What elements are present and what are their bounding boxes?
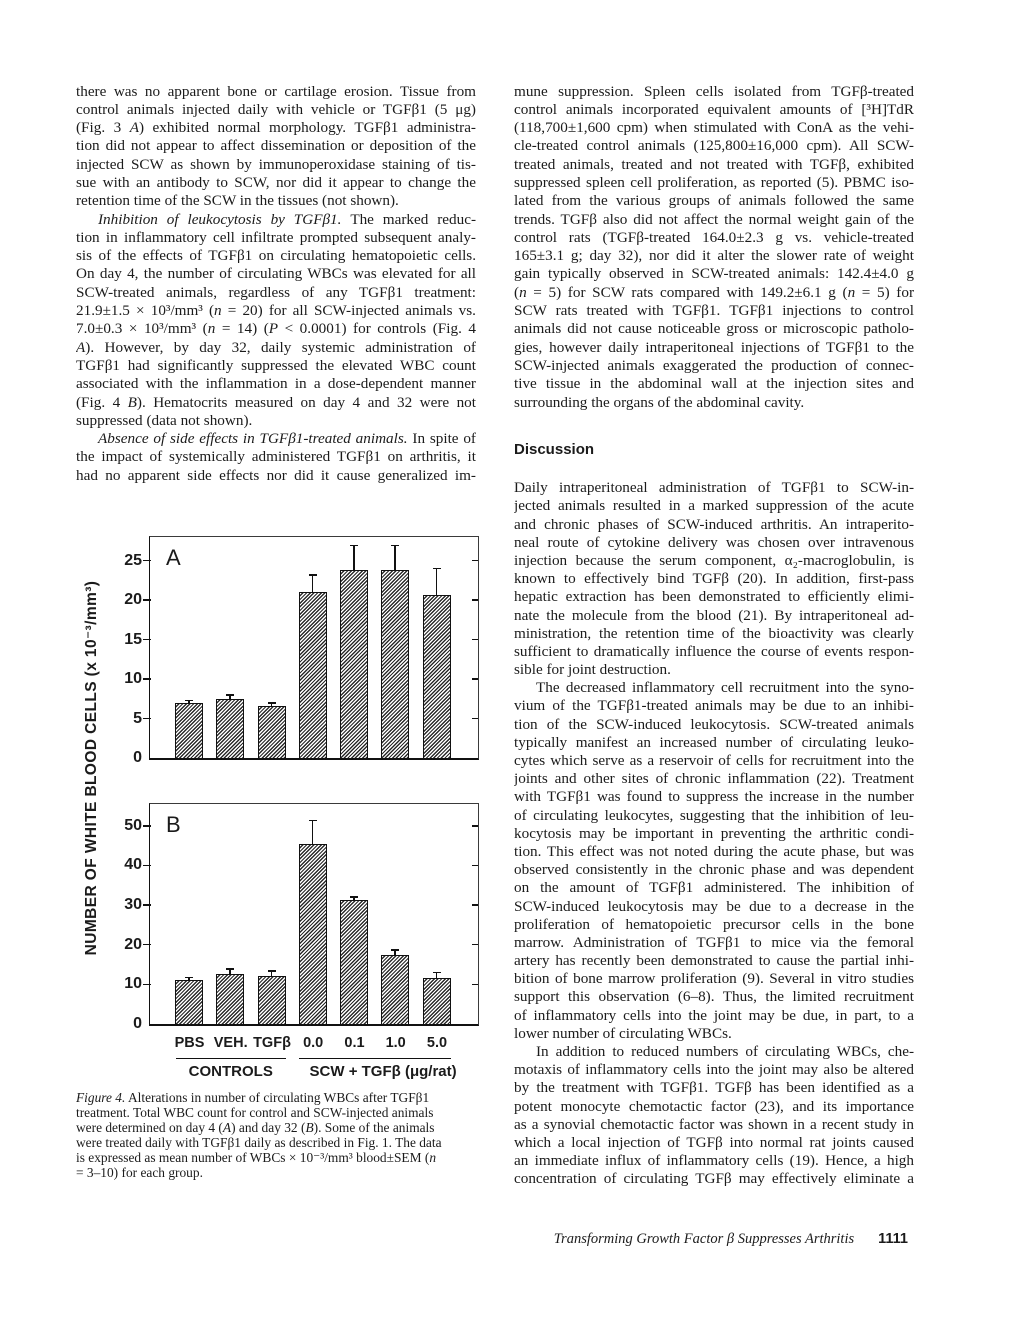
text-line [514, 843, 914, 861]
text-line [76, 1090, 506, 1105]
text-run: SCW-induced leukocytosis may be due to a decrease in the [514, 897, 914, 915]
text-line [514, 1134, 914, 1152]
text-run: suppressed spleen cell proliferation, as reported (5). PBMC iso- [514, 173, 914, 191]
error-bar-cap [226, 968, 234, 970]
text-line [76, 229, 476, 247]
text-run: an immediate influx of inflammatory cells (19). Hence, a high [514, 1152, 914, 1170]
y-tick-label: 0 [133, 749, 142, 766]
text-line [514, 552, 914, 570]
y-tick-label: 40 [124, 856, 142, 874]
text-run: treated animals, treated and not treated with TGFβ, exhibited [514, 155, 914, 173]
error-bar-cap [226, 694, 234, 696]
text-run: tion in inflammatory cell infiltrate prompted subsequent analy- [76, 228, 476, 246]
y-tick-mark [143, 560, 151, 562]
y-tick-mark [472, 678, 478, 680]
text-run: sue with an antibody to SCW, nor did it appear to change the [76, 173, 476, 191]
error-bar [271, 971, 273, 976]
text-line [76, 1135, 506, 1150]
text-run: control rats (TGFβ-treated 164.0±2.3 g vs. vehicle-treated [514, 228, 914, 246]
text-line [76, 192, 476, 210]
error-bar [394, 546, 396, 570]
text-line [514, 211, 914, 229]
text-run: joints and other sites of chronic inflammation (22). Treatment [514, 770, 914, 788]
y-tick-label: 5 [133, 709, 142, 727]
italic-text-run: B [305, 1120, 314, 1135]
bar [381, 570, 409, 758]
text-line [76, 339, 476, 357]
error-bar-cap [185, 977, 193, 979]
text-run: animals did not cause noticeable gross or microscopic patholo- [514, 320, 914, 338]
y-tick-mark [143, 718, 151, 720]
error-bar-cap [433, 568, 441, 570]
bar [423, 978, 451, 1024]
text-line [76, 1165, 506, 1180]
text-line [514, 229, 914, 247]
text-line [514, 970, 914, 988]
x-category-label: TGFβ [253, 1035, 291, 1051]
panel-letter: A [166, 545, 181, 570]
text-run: Alterations in number of circulating WBCs after TGFβ1 [125, 1090, 430, 1105]
text-run: lower number of circulating WBCs. [514, 1024, 732, 1042]
text-line [514, 265, 914, 283]
text-run: of circulating leukocytes, suggesting that the inhibition of leu- [514, 806, 914, 824]
text-run: known to effectively bind TGFβ (20). In addition, first-pass [514, 570, 914, 588]
text-run: concentration of circulating TGFβ may effectively eliminate a [514, 1170, 914, 1188]
error-bar [271, 703, 273, 706]
text-line [514, 861, 914, 879]
y-tick-mark [143, 865, 151, 867]
text-run: neal route of cytokine delivery was chosen over intravenous [514, 533, 914, 551]
y-tick-label: 15 [124, 630, 142, 648]
y-tick-mark [143, 678, 151, 680]
y-tick-mark [143, 984, 151, 986]
text-line [514, 879, 914, 897]
y-tick-mark [472, 944, 478, 946]
text-line [76, 1120, 506, 1135]
text-line [514, 479, 914, 497]
text-line [514, 497, 914, 515]
x-category-label: VEH. [213, 1035, 248, 1051]
text-run: ( [514, 283, 520, 301]
error-bar [353, 546, 355, 570]
error-bar-cap [391, 949, 399, 951]
error-bar-cap [185, 700, 193, 702]
text-line [514, 807, 914, 825]
text-run: injection because the serum component, α₂-macroglobulin, is [514, 551, 914, 569]
y-tick-label: 0 [133, 1015, 142, 1032]
text-line [514, 1116, 914, 1134]
y-tick-mark [472, 599, 478, 601]
text-line [514, 357, 914, 375]
italic-text-run: n [519, 283, 527, 301]
y-tick-label: 10 [124, 975, 142, 993]
text-run: = 3–10) for each group. [76, 1165, 203, 1180]
text-line [76, 156, 476, 174]
italic-text-run: n [847, 283, 856, 301]
text-run: 21.9±1.5 × 10³/mm³ ( [76, 302, 215, 320]
text-run: potent monocyte chemotactic factor (23), and its importance [514, 1097, 914, 1115]
text-line [514, 394, 914, 412]
section-heading-discussion: Discussion [514, 441, 595, 458]
text-line [514, 679, 914, 697]
bar [258, 706, 286, 758]
text-line [514, 752, 914, 770]
text-line [514, 1061, 914, 1079]
y-tick-label: 10 [124, 670, 142, 688]
y-tick-mark [143, 599, 151, 601]
italic-text-run: n [207, 320, 216, 338]
text-line [514, 734, 914, 752]
text-run: ) and day 32 ( [231, 1120, 306, 1135]
text-line [514, 643, 914, 661]
text-run: marrow. Administration of TGFβ1 to mice via the femoral [514, 933, 914, 951]
figure-caption [76, 1090, 506, 1180]
text-line [76, 1150, 506, 1165]
right-text-column [514, 83, 914, 412]
text-line [514, 247, 914, 265]
text-run: = 5) for [855, 283, 914, 301]
text-run: = 20) for all SCW-injected animals vs. [221, 302, 476, 320]
text-run: artery has recently been demonstrated to cause the partial inhi- [514, 952, 914, 970]
bar [340, 570, 368, 758]
text-line [76, 137, 476, 155]
text-run: by the treatment with TGFβ1. TGFβ has been identified as a [514, 1079, 914, 1097]
text-run: tion. This effect was not noted during the acute phase, but was [514, 842, 914, 860]
error-bar-cap [268, 702, 276, 704]
chart-panel-b [124, 803, 479, 1032]
error-bar-cap [350, 896, 358, 898]
y-tick-mark [472, 825, 478, 827]
bar [216, 699, 244, 758]
text-run: < 0.0001) for controls (Fig. 4 [278, 320, 476, 338]
error-bar [436, 972, 438, 977]
running-title: Transforming Growth Factor β Suppresses Arthritis [553, 1231, 855, 1247]
y-tick-mark [472, 718, 478, 720]
text-run: lated from the various groups of animals followed the same [514, 192, 914, 210]
text-run: hepatic extraction has been demonstrated to efficiently elimi- [514, 588, 914, 606]
text-run: tion did not appear to affect dissemination or deposition of the [76, 137, 476, 155]
y-tick-mark [472, 639, 478, 641]
text-run: ). Some of the animals [313, 1120, 435, 1135]
group-label: CONTROLS [188, 1063, 273, 1080]
text-run: cle-treated control animals (125,800±16,000 cpm). All SCW- [514, 137, 914, 155]
text-run: trends. TGFβ also did not affect the normal weight gain of the [514, 210, 914, 228]
text-line [514, 1079, 914, 1097]
text-run: the impact of systemically administered TGFβ1 on arthritis, it [76, 448, 476, 466]
text-run: typically manifest an increased number of circulating leuko- [514, 733, 914, 751]
error-bar-cap [309, 574, 317, 576]
text-run: surrounding the organs of the abdominal cavity. [514, 393, 805, 411]
text-run: In spite of [407, 430, 476, 448]
error-bar [188, 700, 190, 702]
text-line [514, 770, 914, 788]
text-run: vium of the TGFβ1-treated animals may be due to an inhibi- [514, 697, 914, 715]
text-line [514, 1025, 914, 1043]
y-tick-label: 30 [124, 896, 142, 914]
text-run: motaxis of inflammatory cells into the joint may also be altered [514, 1061, 914, 1079]
error-bar-cap [391, 545, 399, 547]
page-footer [554, 1231, 908, 1248]
text-line [514, 1098, 914, 1116]
error-bar [229, 695, 231, 699]
text-line [514, 825, 914, 843]
text-run: mune suppression. Spleen cells isolated from TGFβ-treated [514, 82, 914, 100]
text-run: kocytosis may be important in preventing the arthritic condi- [514, 824, 914, 842]
italic-text-run: A [129, 119, 139, 137]
text-line [514, 320, 914, 338]
text-line [514, 697, 914, 715]
text-run: had no apparent side effects nor did it cause generalized im- [76, 466, 476, 484]
italic-text-run: Figure 4. [76, 1090, 126, 1105]
y-axis-label: NUMBER OF WHITE BLOOD CELLS (x 10⁻³/mm³) [83, 580, 100, 956]
text-line [76, 394, 476, 412]
text-line [514, 534, 914, 552]
text-line [514, 952, 914, 970]
italic-text-run: n [429, 1150, 437, 1165]
bar [299, 592, 327, 758]
text-line [76, 265, 476, 283]
text-run: of inflammatory cells into the joint may be due, in part, to a [514, 1006, 914, 1024]
text-run: gain typically observed in SCW-treated animals: 142.4±4.0 g [514, 265, 914, 283]
y-tick-mark [143, 639, 151, 641]
x-category-label: 0.1 [344, 1035, 365, 1051]
text-line [514, 570, 914, 588]
bar [423, 595, 451, 758]
italic-text-run: Absence of side effects in TGFβ1-treated animals. [98, 430, 408, 448]
text-run: Daily intraperitoneal administration of TGFβ1 to SCW-in- [514, 479, 914, 497]
italic-text-run: P [268, 320, 279, 338]
text-run: 7.0±0.3 × 10³/mm³ ( [76, 320, 208, 338]
text-run: = 5) for SCW rats compared with 149.2±6.1 g ( [526, 283, 848, 301]
text-run: associated with the inflammation in a dose-dependent manner [76, 375, 476, 393]
text-run: (Fig. 3 [76, 119, 130, 137]
text-run: is expressed as mean number of WBCs × 10⁻³/mm³ blood±SEM ( [76, 1150, 430, 1165]
text-line [514, 156, 914, 174]
text-run: SCW rats treated with TGFβ1. TGFβ1 injections to control [514, 302, 914, 320]
text-line [514, 1170, 914, 1188]
text-line [514, 625, 914, 643]
text-line [514, 788, 914, 806]
group-bracket-line [176, 1058, 287, 1059]
text-line [514, 1152, 914, 1170]
error-bar [312, 821, 314, 844]
text-run: tive tissue in the abdominal wall at the injection sites and [514, 375, 914, 393]
text-run: ). However, by day 32, daily systemic administration of [85, 338, 476, 356]
text-run: control animals injected daily with vehicle or TGFβ1 (5 μg) [76, 100, 476, 118]
text-line [76, 302, 476, 320]
text-line [514, 375, 914, 393]
text-run: on the amount of TGFβ1 administered. The inhibition of [514, 879, 914, 897]
group-bracket-line [299, 1058, 451, 1059]
text-line [514, 716, 914, 734]
text-run: jected animals resulted in a marked suppression of the acute [514, 497, 914, 515]
italic-text-run: A [222, 1120, 232, 1135]
text-run: gies, however daily intraperitoneal injections of TGFβ1 to the [514, 338, 914, 356]
text-run: retention time of the SCW in the tissues (not shown). [76, 192, 399, 210]
y-tick-label: 25 [124, 551, 142, 569]
text-run: and chronic phases of SCW-induced arthritis. An intraperito- [514, 515, 914, 533]
text-line [76, 174, 476, 192]
text-run: cytes which serve as a reservoir of cells for recruitment into the [514, 752, 914, 769]
text-line [514, 1007, 914, 1025]
bar [216, 974, 244, 1024]
y-tick-mark [472, 984, 478, 986]
text-run: ). Hematocrits measured on day 4 and 32 were not [136, 393, 476, 411]
text-line [514, 1043, 914, 1061]
text-line [514, 588, 914, 606]
bar [175, 703, 203, 758]
text-run: TGFβ1 had significantly suppressed the elevated WBC count [76, 356, 476, 374]
y-tick-mark [143, 825, 151, 827]
text-line [514, 192, 914, 210]
text-line [514, 516, 914, 534]
text-line [76, 320, 476, 338]
text-line [76, 119, 476, 137]
text-line [76, 284, 476, 302]
error-bar-cap [309, 820, 317, 822]
text-run: (118,700±1,600 cpm) when stimulated with ConA as the vehi- [514, 119, 914, 137]
panel-letter: B [166, 812, 181, 837]
text-run: SCW-treated animals, regardless of any TGFβ1 treatment: [76, 283, 476, 301]
text-run: sis of the effects of TGFβ1 on circulating hematopoietic cells. [76, 247, 476, 265]
text-line [514, 302, 914, 320]
text-line [514, 988, 914, 1006]
text-run: bition of bone marrow proliferation (9). Several in vitro studies [514, 970, 914, 988]
italic-text-run: A [76, 338, 86, 356]
text-line [76, 247, 476, 265]
text-run: tion of the SCW-induced leukocytosis. SCW-treated animals [514, 715, 914, 733]
error-bar [436, 569, 438, 596]
text-run: (Fig. 4 [76, 393, 128, 411]
text-line [514, 916, 914, 934]
y-tick-mark [472, 560, 478, 562]
text-run: as a synovial chemotactic factor was shown in a recent study in [514, 1115, 914, 1133]
text-line [514, 174, 914, 192]
text-line [76, 412, 476, 430]
chart-panel-a [124, 536, 479, 766]
text-run: injected SCW as shown by immunoperoxidase staining of tis- [76, 155, 476, 173]
text-run: sufficient to dramatically influence the course of events respon- [514, 642, 914, 660]
error-bar [229, 969, 231, 974]
error-bar [312, 575, 314, 592]
group-label: SCW + TGFβ (μg/rat) [309, 1063, 457, 1080]
text-run: The decreased inflammatory cell recruitment into the syno- [536, 679, 914, 697]
italic-text-run: n [214, 302, 222, 320]
y-tick-label: 20 [124, 591, 142, 609]
text-line [514, 661, 914, 679]
text-line [514, 119, 914, 137]
x-category-label: 1.0 [385, 1035, 406, 1051]
text-line [514, 934, 914, 952]
text-run: ) exhibited normal morphology. TGFβ1 administra- [138, 119, 476, 137]
text-run: observed consistently in the chronic phase and was dependent [514, 861, 914, 879]
y-tick-mark [472, 865, 478, 867]
text-run: suppressed (data not shown). [76, 411, 253, 429]
bar [340, 900, 368, 1024]
error-bar [394, 950, 396, 955]
text-run: with TGFβ1 was found to suppress the increase in the number [514, 788, 914, 806]
text-line [76, 1105, 506, 1120]
text-run: there was no apparent bone or cartilage erosion. Tissue from [76, 82, 476, 100]
text-run: = 14) ( [215, 320, 269, 338]
text-run: control animals incorporated equivalent amounts of [³H]TdR [514, 100, 914, 118]
text-run: sible for joint destruction. [514, 661, 671, 679]
text-line [514, 284, 914, 302]
y-tick-mark [143, 904, 151, 906]
x-category-label: 5.0 [426, 1035, 448, 1051]
text-line [76, 430, 476, 448]
bar [258, 976, 286, 1024]
text-line [76, 211, 476, 229]
text-line [76, 375, 476, 393]
text-line [514, 101, 914, 119]
text-run: ministration, the retention time of the bioactivity was clearly [514, 624, 914, 642]
bar [381, 955, 409, 1024]
text-run: nate the molecule from the blood (21). By intraperitoneal ad- [514, 606, 914, 624]
error-bar [188, 978, 190, 980]
text-run: In addition to reduced numbers of circulating WBCs, che- [536, 1043, 914, 1060]
text-run: SCW-injected animals exaggerated the production of connec- [514, 356, 914, 374]
text-run: which a local injection of TGFβ into normal rat joints caused [514, 1133, 914, 1151]
error-bar-cap [268, 970, 276, 972]
error-bar-cap [350, 545, 358, 547]
x-category-label: 0.0 [303, 1035, 324, 1051]
text-line [76, 357, 476, 375]
left-text-column [76, 83, 476, 486]
y-tick-mark [143, 944, 151, 946]
y-tick-mark [472, 904, 478, 906]
text-run: were determined on day 4 ( [76, 1120, 223, 1135]
text-run: 165±3.1 g; day 32), nor did it alter the slower rate of weight [514, 247, 914, 265]
text-line [514, 83, 914, 101]
italic-text-run: B [127, 393, 137, 411]
text-line [514, 898, 914, 916]
text-line [514, 137, 914, 155]
y-tick-label: 50 [124, 816, 142, 834]
page-number: 1111 [878, 1231, 908, 1247]
text-line [76, 467, 476, 485]
error-bar [353, 897, 355, 900]
text-line [76, 101, 476, 119]
y-tick-label: 20 [124, 935, 142, 953]
text-line [76, 83, 476, 101]
text-run: were treated daily with TGFβ1 daily as described in Fig. 1. The data [76, 1135, 442, 1150]
text-line [514, 607, 914, 625]
text-run: The marked reduc- [341, 210, 476, 228]
error-bar-cap [433, 972, 441, 974]
text-run: proliferation of hematopoietic precursor cells in the bone [514, 915, 914, 933]
text-run: treatment. Total WBC count for control and SCW-injected animals [76, 1105, 434, 1120]
text-line [76, 448, 476, 466]
bar [175, 980, 203, 1024]
text-line [514, 339, 914, 357]
discussion-text [514, 479, 914, 1188]
text-run: support this observation (6–8). Thus, the limited recruitment [514, 988, 914, 1006]
text-run: On day 4, the number of circulating WBCs was elevated for all [76, 265, 476, 283]
bar [299, 844, 327, 1024]
italic-text-run: Inhibition of leukocytosis by TGFβ1. [98, 210, 342, 228]
x-category-label: PBS [174, 1035, 205, 1051]
